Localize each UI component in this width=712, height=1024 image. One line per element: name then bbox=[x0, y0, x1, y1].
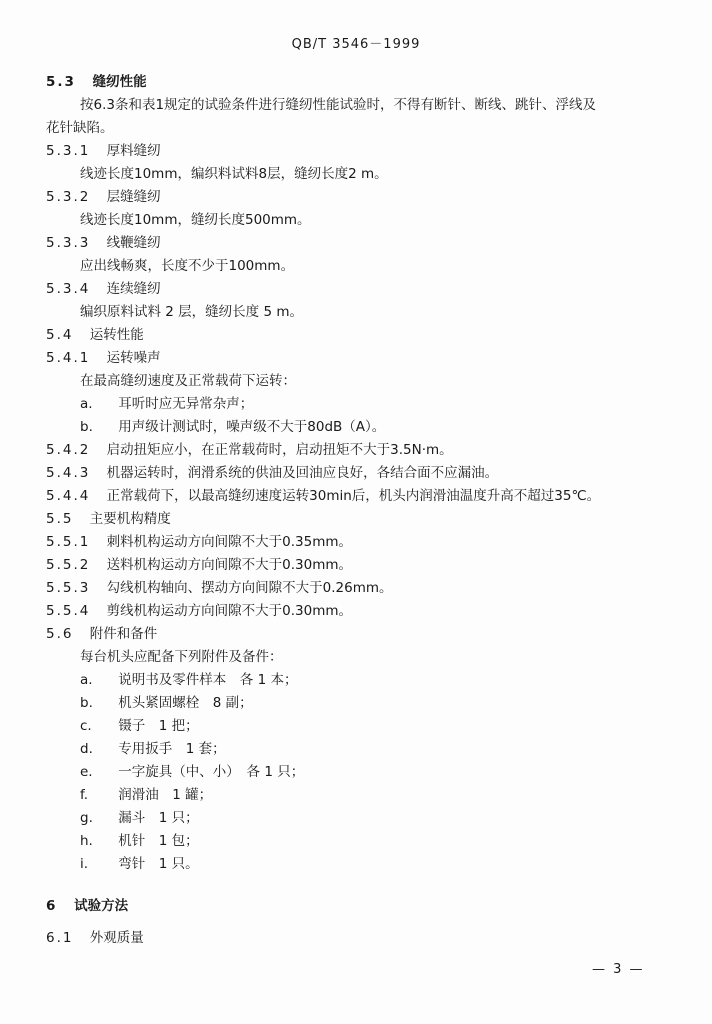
list-marker: i. bbox=[80, 856, 89, 872]
section-number: 5.5.1 bbox=[46, 534, 91, 550]
section-number: 5.4.3 bbox=[46, 465, 91, 481]
section-5-4-3 bbox=[46, 464, 498, 482]
section-title: 试验方法 bbox=[74, 898, 129, 914]
page-header-standard-code: QB/T 3546－1999 bbox=[291, 37, 421, 52]
section-text: 机器运转时，润滑系统的供油及回油应良好，各结合面不应漏油。 bbox=[106, 465, 499, 481]
section-number: 5.3.1 bbox=[46, 143, 91, 159]
list-item bbox=[80, 809, 199, 827]
list-text: 弯针 1 只。 bbox=[118, 856, 199, 872]
section-title: 外观质量 bbox=[89, 930, 144, 946]
list-text: 用声级计测试时，噪声级不大于80dB（A）。 bbox=[118, 419, 386, 435]
section-number: 5.5 bbox=[46, 511, 74, 527]
list-item bbox=[80, 832, 199, 850]
list-marker: a. bbox=[80, 396, 93, 412]
list-marker: d. bbox=[80, 741, 93, 757]
section-title: 运转噪声 bbox=[106, 350, 161, 366]
section-number: 5.3.4 bbox=[46, 281, 91, 297]
list-item bbox=[80, 671, 297, 689]
section-title: 线鞭缝纫 bbox=[106, 235, 161, 251]
list-item bbox=[80, 694, 253, 712]
section-text: 剪线机构运动方向间隙不大于0.30mm。 bbox=[106, 603, 353, 619]
list-text: 机针 1 包； bbox=[118, 833, 199, 849]
paragraph-line bbox=[46, 119, 114, 137]
section-5-5-2 bbox=[46, 556, 352, 574]
section-number: 6.1 bbox=[46, 930, 74, 946]
section-number: 5.4.4 bbox=[46, 488, 91, 504]
section-text: 勾线机构轴向、摆动方向间隙不大于0.26mm。 bbox=[106, 580, 393, 596]
list-text: 专用扳手 1 套； bbox=[118, 741, 226, 757]
section-5-6 bbox=[46, 625, 157, 643]
section-text: 启动扭矩应小，在正常载荷时，启动扭矩不大于3.5N·m。 bbox=[106, 442, 453, 458]
section-5-3-3 bbox=[46, 234, 161, 252]
section-6-1 bbox=[46, 929, 144, 947]
paragraph-line bbox=[80, 372, 296, 390]
paragraph-text: 每台机头应配备下列附件及备件： bbox=[80, 649, 283, 665]
paragraph-text: 在最高缝纫速度及正常载荷下运转： bbox=[80, 373, 296, 389]
section-title: 附件和备件 bbox=[89, 626, 158, 642]
section-text: 送料机构运动方向间隙不大于0.30mm。 bbox=[106, 557, 353, 573]
paragraph-line bbox=[80, 165, 388, 183]
section-number: 5.3.2 bbox=[46, 189, 91, 205]
list-marker: g. bbox=[80, 810, 93, 826]
section-title: 主要机构精度 bbox=[89, 511, 171, 527]
page-number: — 3 — bbox=[592, 962, 645, 977]
section-5-4-2 bbox=[46, 441, 453, 459]
section-5-5-1 bbox=[46, 533, 352, 551]
section-5-3-1 bbox=[46, 142, 161, 160]
list-text: 说明书及零件样本 各 1 本； bbox=[118, 672, 298, 688]
list-marker: b. bbox=[80, 695, 93, 711]
section-title: 运转性能 bbox=[89, 327, 144, 343]
list-text: 机头紧固螺栓 8 副； bbox=[118, 695, 253, 711]
list-item bbox=[80, 763, 304, 781]
list-item bbox=[80, 717, 199, 735]
section-title: 层缝缝纫 bbox=[106, 189, 161, 205]
paragraph-line bbox=[80, 257, 294, 275]
list-item bbox=[80, 740, 226, 758]
section-number: 5.4 bbox=[46, 327, 74, 343]
section-text: 正常载荷下，以最高缝纫速度运转30min后，机头内润滑油温度升高不超过35℃。 bbox=[106, 488, 601, 504]
section-number: 5.3 bbox=[46, 74, 76, 90]
paragraph-text: 线迹长度10mm，缝纫长度500mm。 bbox=[80, 212, 311, 228]
paragraph-line bbox=[80, 96, 596, 114]
section-number: 5.5.3 bbox=[46, 580, 91, 596]
list-marker: b. bbox=[80, 419, 93, 435]
paragraph-text: 应出线畅爽，长度不少于100mm。 bbox=[80, 258, 295, 274]
section-title: 厚料缝纫 bbox=[106, 143, 161, 159]
paragraph-line bbox=[80, 648, 283, 666]
section-5-4-4 bbox=[46, 487, 600, 505]
list-text: 镊子 1 把； bbox=[118, 718, 199, 734]
section-number: 5.5.4 bbox=[46, 603, 91, 619]
paragraph-text: 按6.3条和表1规定的试验条件进行缝纫性能试验时，不得有断针、断线、跳针、浮线及 bbox=[80, 97, 597, 113]
list-marker: e. bbox=[80, 764, 93, 780]
section-5-3 bbox=[46, 73, 147, 91]
paragraph-text: 线迹长度10mm，编织料试料8层，缝纫长度2 m。 bbox=[80, 166, 388, 182]
section-number: 6 bbox=[46, 898, 58, 914]
section-title: 缝纫性能 bbox=[92, 74, 147, 90]
paragraph-text: 编织原料试料 2 层，缝纫长度 5 m。 bbox=[80, 304, 303, 320]
section-number: 5.6 bbox=[46, 626, 74, 642]
section-5-5 bbox=[46, 510, 171, 528]
section-6 bbox=[46, 897, 128, 915]
paragraph-line bbox=[80, 303, 303, 321]
section-number: 5.4.2 bbox=[46, 442, 91, 458]
section-5-4 bbox=[46, 326, 144, 344]
list-item bbox=[80, 855, 199, 873]
section-5-5-4 bbox=[46, 602, 352, 620]
list-marker: a. bbox=[80, 672, 93, 688]
list-marker: f. bbox=[80, 787, 89, 803]
list-item bbox=[80, 418, 385, 436]
list-text: 润滑油 1 罐； bbox=[118, 787, 213, 803]
section-5-4-1 bbox=[46, 349, 161, 367]
list-item bbox=[80, 786, 212, 804]
list-text: 漏斗 1 只； bbox=[118, 810, 199, 826]
section-5-3-2 bbox=[46, 188, 161, 206]
section-number: 5.5.2 bbox=[46, 557, 91, 573]
section-5-3-4 bbox=[46, 280, 161, 298]
list-text: 耳听时应无异常杂声； bbox=[118, 396, 254, 412]
section-title: 连续缝纫 bbox=[106, 281, 161, 297]
paragraph-text: 花针缺陷。 bbox=[46, 120, 114, 136]
list-item bbox=[80, 395, 253, 413]
list-text: 一字旋具（中、小） 各 1 只； bbox=[118, 764, 305, 780]
paragraph-line bbox=[80, 211, 311, 229]
list-marker: h. bbox=[80, 833, 93, 849]
section-text: 刺料机构运动方向间隙不大于0.35mm。 bbox=[106, 534, 353, 550]
section-5-5-3 bbox=[46, 579, 393, 597]
list-marker: c. bbox=[80, 718, 92, 734]
section-number: 5.4.1 bbox=[46, 350, 91, 366]
section-number: 5.3.3 bbox=[46, 235, 91, 251]
